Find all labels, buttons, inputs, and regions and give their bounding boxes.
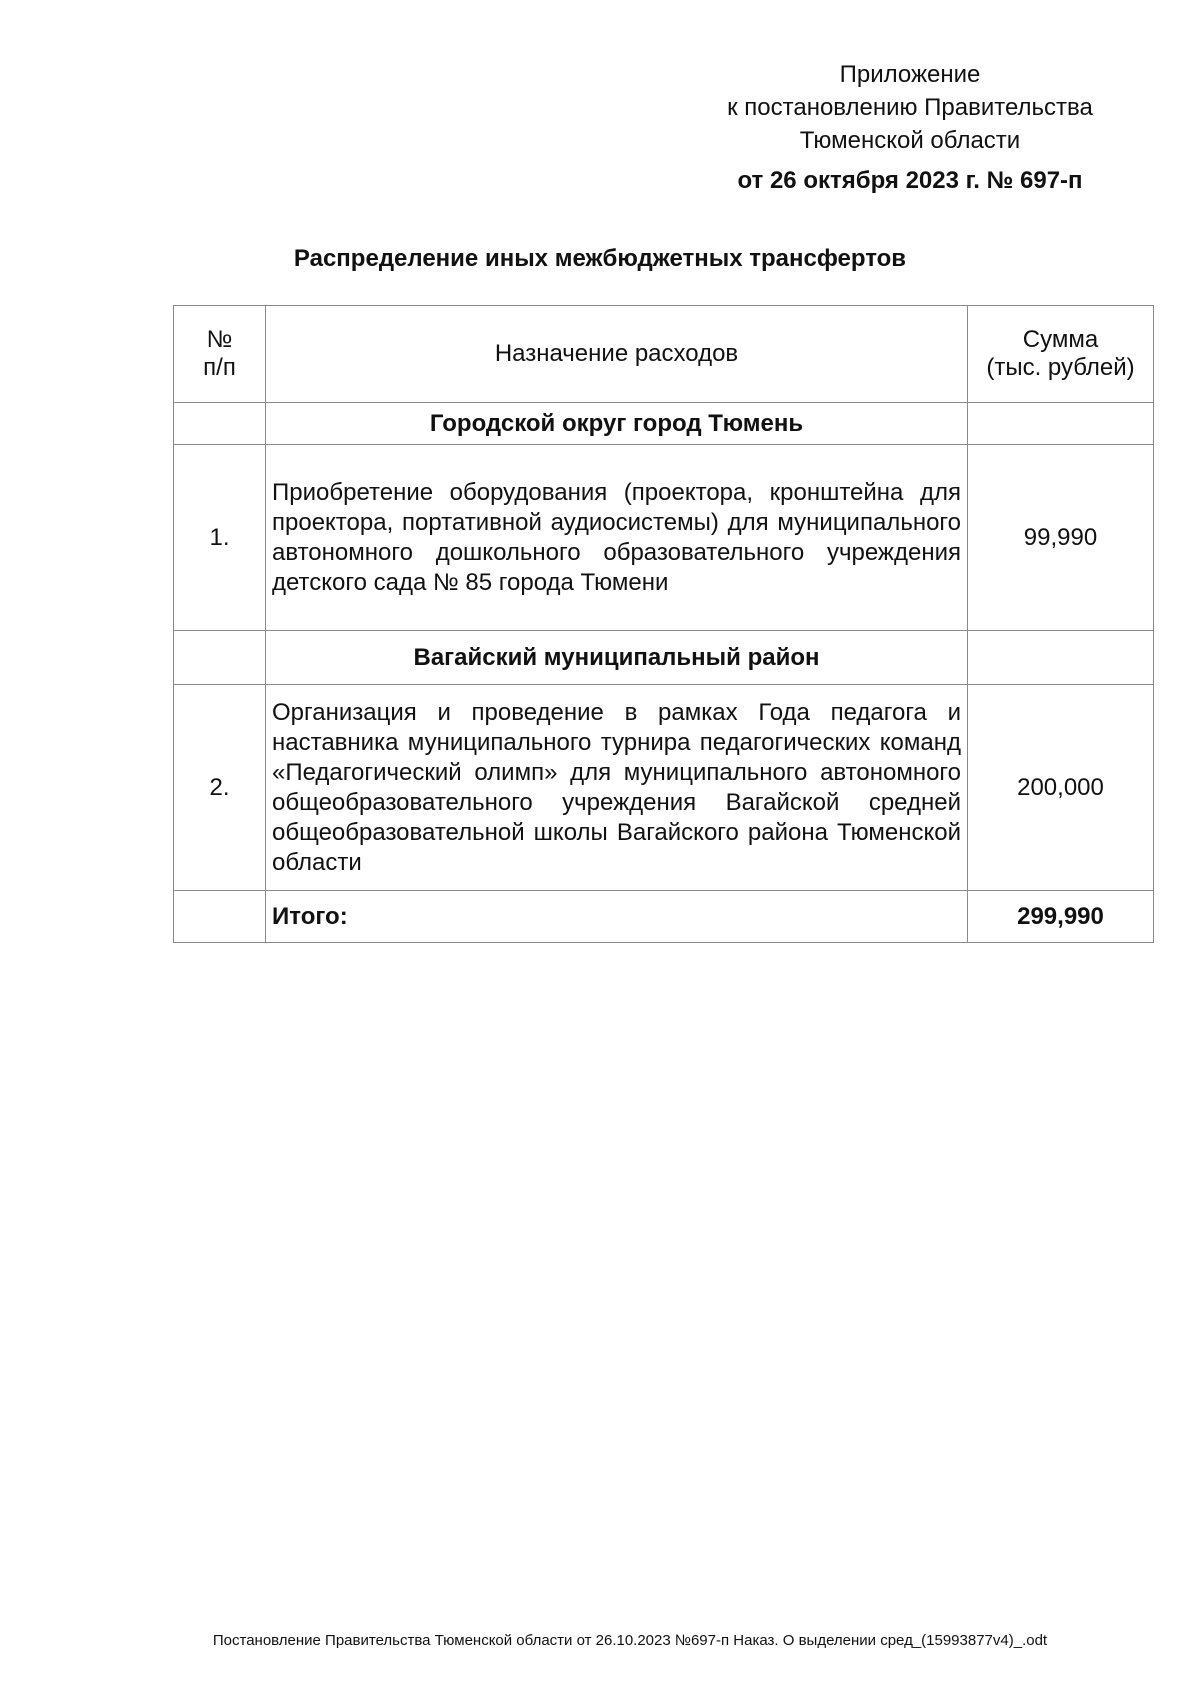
appendix-label: Приложение	[839, 61, 981, 88]
table-row	[174, 685, 1154, 891]
total-row	[174, 891, 1154, 943]
group-row	[174, 631, 1154, 685]
appendix-region: Тюменской области	[799, 127, 1021, 154]
group-num-cell	[174, 631, 266, 685]
group-label: Вагайский муниципальный район	[266, 631, 968, 685]
group-sum-cell	[968, 403, 1154, 445]
row-amount: 200,000	[968, 685, 1154, 891]
row-purpose: Организация и проведение в рамках Года педагога и наставника муниципального турнира педагогических команд «Педагогический олимп» для муниципального автономного общеобразовательного учреждения Вагайской средней общеобразовательной школы Вагайского района Тюменской области	[266, 685, 968, 891]
decree-date: от 26 октября 2023 г. № 697-п	[737, 167, 1083, 194]
table-row	[174, 445, 1154, 631]
file-footer: Постановление Правительства Тюменской области от 26.10.2023 №697-п Наказ. О выделении сред_(15993877v4)_.odt	[212, 1632, 1048, 1649]
header-purpose: Назначение расходов	[266, 306, 968, 403]
row-amount: 99,990	[968, 445, 1154, 631]
group-num-cell	[174, 403, 266, 445]
row-num: 2.	[174, 685, 266, 891]
header-sum: Сумма (тыс. рублей)	[968, 306, 1154, 403]
transfers-table	[173, 305, 1154, 943]
row-num: 1.	[174, 445, 266, 631]
table-header-row	[174, 306, 1154, 403]
header-num: № п/п	[174, 306, 266, 403]
row-purpose: Приобретение оборудования (проектора, кронштейна для проектора, портативной аудиосистемы) для муниципального автономного дошкольного образовательного учреждения детского сада № 85 города Тюмени	[266, 445, 968, 631]
group-sum-cell	[968, 631, 1154, 685]
appendix-ref: к постановлению Правительства	[727, 94, 1093, 121]
document-title: Распределение иных межбюджетных трансфертов	[293, 245, 907, 272]
total-amount: 299,990	[968, 891, 1154, 943]
group-row	[174, 403, 1154, 445]
appendix-header	[700, 58, 1120, 157]
total-label: Итого:	[266, 891, 968, 943]
group-label: Городской округ город Тюмень	[266, 403, 968, 445]
total-num-cell	[174, 891, 266, 943]
